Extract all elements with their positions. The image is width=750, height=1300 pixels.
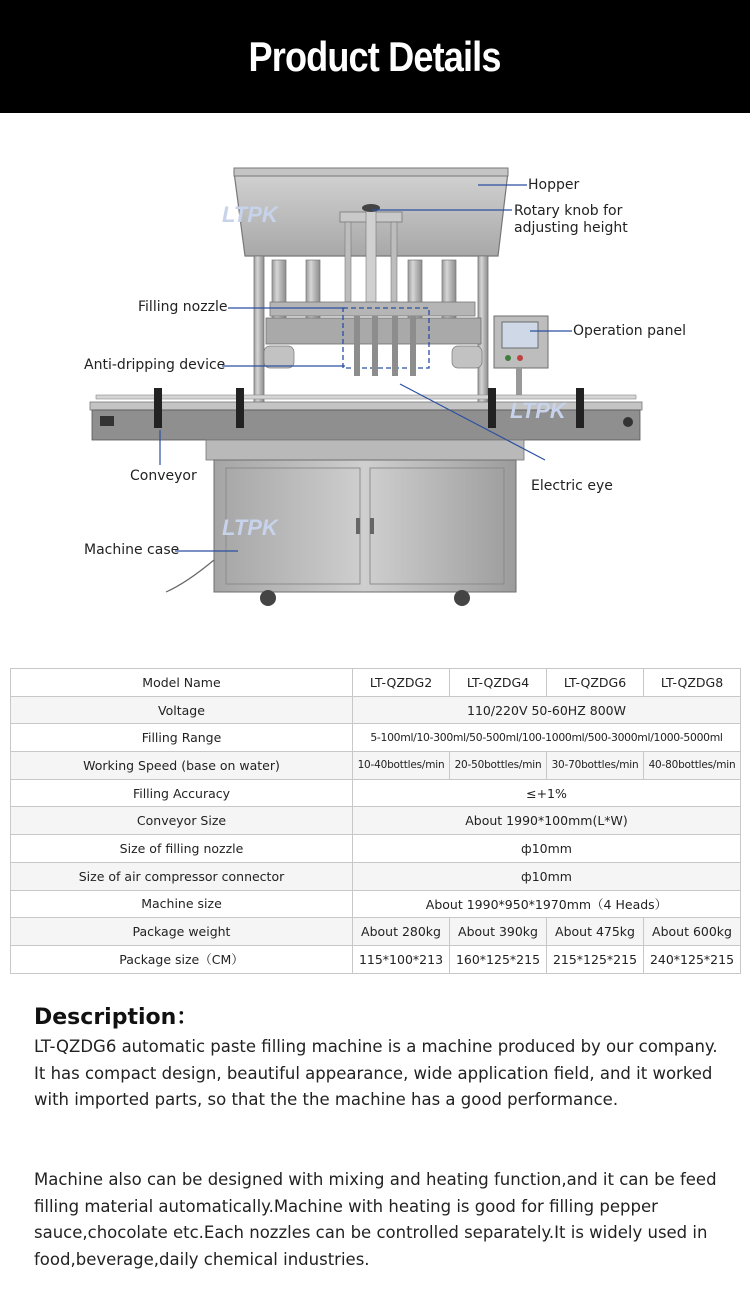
speed-cell: 40-80bottles/min xyxy=(644,752,741,780)
callout-operation-panel: Operation panel xyxy=(573,323,686,339)
table-row xyxy=(11,807,741,835)
filling-range-cell: 5-100ml/10-300ml/50-500ml/100-1000ml/500-3000ml/1000-5000ml xyxy=(353,724,741,752)
row-label: Model Name xyxy=(11,669,353,697)
callout-electric-eye: Electric eye xyxy=(531,478,613,494)
speed-cell: 10-40bottles/min xyxy=(353,752,450,780)
row-label: Size of filling nozzle xyxy=(11,835,353,863)
table-row xyxy=(11,918,741,946)
row-label: Conveyor Size xyxy=(11,807,353,835)
model-cell: LT-QZDG6 xyxy=(547,669,644,697)
machine-figure xyxy=(0,140,750,620)
description-paragraph: LT-QZDG6 automatic paste filling machine is a machine produced by our company. It has compact design, beautiful appearance, wide application field, and it worked with imported parts, so that the the machine has a good performance. xyxy=(34,1037,718,1110)
row-label: Package size（CM） xyxy=(11,945,353,973)
weight-cell: About 475kg xyxy=(547,918,644,946)
table-row xyxy=(11,779,741,807)
package-size-cell: 215*125*215 xyxy=(547,945,644,973)
table-row xyxy=(11,696,741,724)
conveyor-cell: About 1990*100mm(L*W) xyxy=(353,807,741,835)
model-cell: LT-QZDG8 xyxy=(644,669,741,697)
speed-cell: 20-50bottles/min xyxy=(450,752,547,780)
callout-conveyor: Conveyor xyxy=(130,468,197,484)
package-size-cell: 115*100*213 xyxy=(353,945,450,973)
callout-rotary-knob-line1: Rotary knob for xyxy=(514,203,623,219)
table-row xyxy=(11,724,741,752)
watermark: LTPK xyxy=(510,398,566,423)
description-paragraph: Machine also can be designed with mixing and heating function,and it can be feed filling material automatically.Machine with heating is good for filling pepper sauce,chocolate etc.Each nozzles can be controlled separately.It is widely used in food,beverage,daily chemical industries. xyxy=(34,1170,717,1270)
row-label: Size of air compressor connector xyxy=(11,862,353,890)
row-label: Machine size xyxy=(11,890,353,918)
machine-size-cell: About 1990*950*1970mm（4 Heads） xyxy=(353,890,741,918)
speed-cell: 30-70bottles/min xyxy=(547,752,644,780)
table-row xyxy=(11,752,741,780)
row-label: Filling Range xyxy=(11,724,353,752)
row-label: Filling Accuracy xyxy=(11,779,353,807)
row-label: Voltage xyxy=(11,696,353,724)
model-cell: LT-QZDG4 xyxy=(450,669,547,697)
watermark: LTPK xyxy=(222,515,278,540)
weight-cell: About 280kg xyxy=(353,918,450,946)
table-row xyxy=(11,862,741,890)
watermark: LTPK xyxy=(222,202,278,227)
table-row xyxy=(11,890,741,918)
air-connector-cell: ф10mm xyxy=(353,862,741,890)
nozzle-cell: ф10mm xyxy=(353,835,741,863)
package-size-cell: 160*125*215 xyxy=(450,945,547,973)
table-row xyxy=(11,669,741,697)
row-label: Working Speed (base on water) xyxy=(11,752,353,780)
callout-machine-case: Machine case xyxy=(84,542,180,558)
callout-anti-dripping: Anti-dripping device xyxy=(84,357,226,373)
table-row xyxy=(11,835,741,863)
callout-filling-nozzle: Filling nozzle xyxy=(138,299,228,315)
page-title: Product Details xyxy=(248,32,502,80)
accuracy-cell: ≤+1% xyxy=(353,779,741,807)
header-banner xyxy=(0,0,750,113)
description-title: Description： xyxy=(34,1005,199,1030)
package-size-cell: 240*125*215 xyxy=(644,945,741,973)
model-cell: LT-QZDG2 xyxy=(353,669,450,697)
callout-rotary-knob-line2: adjusting height xyxy=(514,220,628,236)
voltage-cell: 110/220V 50-60HZ 800W xyxy=(353,696,741,724)
table-row xyxy=(11,945,741,973)
spec-table xyxy=(10,668,741,974)
row-label: Package weight xyxy=(11,918,353,946)
weight-cell: About 390kg xyxy=(450,918,547,946)
weight-cell: About 600kg xyxy=(644,918,741,946)
callout-hopper: Hopper xyxy=(528,177,580,193)
